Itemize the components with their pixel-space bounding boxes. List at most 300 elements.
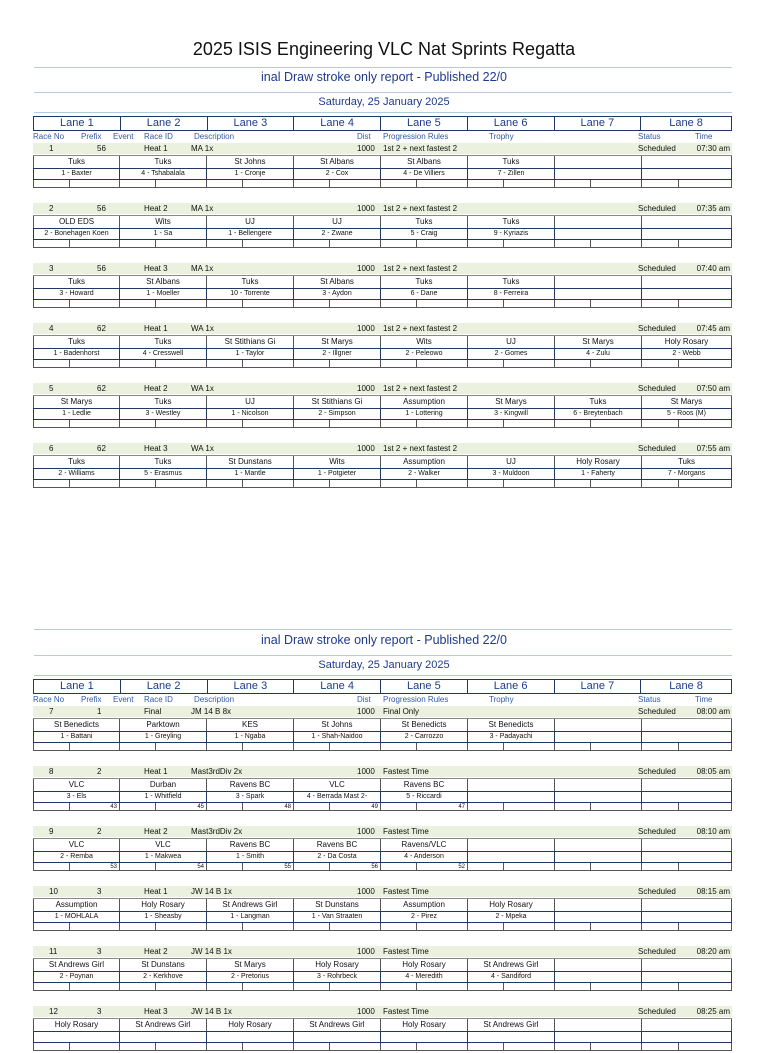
extra-cell	[468, 240, 555, 248]
club-cell: Wits	[294, 456, 381, 468]
club-cell: Tuks	[468, 276, 555, 288]
extra-cell	[555, 923, 642, 931]
club-cell	[555, 1019, 642, 1031]
athlete-cell: 4 - Anderson	[381, 851, 468, 863]
athlete-cell: 9 - Kyriazis	[468, 228, 555, 240]
club-row	[33, 898, 732, 911]
club-cell: St Andrews Girl	[33, 959, 120, 971]
athlete-row	[33, 731, 732, 743]
athlete-cell	[468, 1031, 555, 1043]
lane-header: Lane 5	[381, 680, 468, 693]
progression-rule: 1st 2 + next fastest 2	[383, 384, 458, 393]
athlete-row	[33, 168, 732, 180]
club-cell: Holy Rosary	[33, 1019, 120, 1031]
race-time: 07:55 am	[696, 444, 730, 453]
extra-cell	[294, 480, 381, 488]
extra-cell	[468, 983, 555, 991]
extra-subcell	[503, 1043, 504, 1051]
race-block	[33, 383, 732, 430]
athlete-cell: 6 - Dane	[381, 288, 468, 300]
race-number: 1	[49, 144, 54, 153]
extra-cell	[381, 300, 468, 308]
club-cell	[468, 839, 555, 851]
extra-cell	[33, 300, 120, 308]
col-head-description: Description	[194, 132, 235, 141]
progression-rule: Fastest Time	[383, 887, 429, 896]
extra-subcell	[69, 1043, 70, 1051]
col-head-prefix: Prefix	[81, 695, 102, 704]
club-cell: Holy Rosary	[468, 899, 555, 911]
extra-cell	[468, 743, 555, 751]
extra-subcell	[678, 983, 679, 991]
athlete-cell: 7 - Morgans	[642, 468, 732, 480]
extra-subcell	[329, 803, 330, 811]
progression-rule: Fastest Time	[383, 767, 429, 776]
athlete-cell: 2 - Zwane	[294, 228, 381, 240]
athlete-row	[33, 971, 732, 983]
club-cell	[642, 1019, 732, 1031]
club-cell: St Marys	[207, 959, 294, 971]
club-cell: Holy Rosary	[207, 1019, 294, 1031]
race-block	[33, 203, 732, 250]
club-cell	[642, 899, 732, 911]
extra-cell	[120, 803, 207, 811]
club-cell: Tuks	[33, 336, 120, 348]
lane-number: 53	[110, 864, 117, 870]
lane-header: Lane 6	[468, 680, 555, 693]
athlete-row	[33, 468, 732, 480]
club-cell	[642, 156, 732, 168]
athlete-cell: 10 - Torrente	[207, 288, 294, 300]
extra-cell	[555, 480, 642, 488]
extra-cell	[294, 1043, 381, 1051]
extra-row	[33, 360, 732, 368]
extra-cell	[207, 360, 294, 368]
extra-subcell	[503, 480, 504, 488]
race-description: WA 1x	[191, 444, 214, 453]
race-number: 6	[49, 444, 54, 453]
lane-header: Lane 7	[555, 117, 642, 130]
athlete-cell	[555, 288, 642, 300]
extra-cell	[555, 300, 642, 308]
extra-cell	[381, 923, 468, 931]
divider	[34, 67, 732, 68]
col-head-race-id: Race ID	[144, 132, 173, 141]
race-number: 3	[49, 264, 54, 273]
race-status: Scheduled	[638, 887, 676, 896]
col-head-event: Event	[113, 695, 134, 704]
race-distance: 1000	[357, 444, 375, 453]
athlete-cell: 1 - Bellengere	[207, 228, 294, 240]
race-description: MA 1x	[191, 204, 214, 213]
extra-cell	[381, 983, 468, 991]
extra-cell	[468, 803, 555, 811]
extra-cell	[120, 300, 207, 308]
athlete-cell: 4 - De Villiers	[381, 168, 468, 180]
club-cell: Holy Rosary	[294, 959, 381, 971]
club-cell	[555, 899, 642, 911]
race-event: 3	[97, 887, 102, 896]
athlete-cell: 2 - Illgner	[294, 348, 381, 360]
extra-cell	[294, 360, 381, 368]
extra-cell	[294, 420, 381, 428]
race-distance: 1000	[357, 204, 375, 213]
col-head-description: Description	[194, 695, 235, 704]
extra-cell	[555, 863, 642, 871]
extra-cell	[381, 803, 468, 811]
lane-number: 52	[458, 864, 465, 870]
extra-subcell	[329, 360, 330, 368]
extra-subcell	[155, 240, 156, 248]
extra-subcell	[503, 863, 504, 871]
club-cell: Tuks	[120, 396, 207, 408]
athlete-row	[33, 348, 732, 360]
extra-subcell	[242, 240, 243, 248]
extra-subcell	[503, 803, 504, 811]
club-cell	[642, 779, 732, 791]
athlete-cell	[555, 911, 642, 923]
race-description: JW 14 B 1x	[191, 887, 232, 896]
athlete-cell: 1 - Lottering	[381, 408, 468, 420]
race-block	[33, 946, 732, 993]
race-event: 1	[97, 707, 102, 716]
club-cell: Tuks	[120, 456, 207, 468]
race-event: 2	[97, 827, 102, 836]
extra-subcell	[678, 803, 679, 811]
extra-subcell	[416, 923, 417, 931]
athlete-row	[33, 911, 732, 923]
athlete-cell: 2 - Pretorius	[207, 971, 294, 983]
club-cell: Holy Rosary	[381, 1019, 468, 1031]
extra-cell	[468, 360, 555, 368]
club-cell: Ravens/VLC	[381, 839, 468, 851]
col-head-dist: Dist	[357, 695, 371, 704]
extra-cell	[33, 743, 120, 751]
extra-cell	[642, 360, 732, 368]
lane-header: Lane 5	[381, 117, 468, 130]
extra-subcell	[155, 923, 156, 931]
athlete-cell: 4 - Tshabalala	[120, 168, 207, 180]
report-date: Saturday, 25 January 2025	[318, 96, 450, 108]
extra-subcell	[69, 360, 70, 368]
athlete-cell: 1 - Sa	[120, 228, 207, 240]
divider	[34, 629, 732, 630]
extra-cell	[207, 240, 294, 248]
athlete-cell: 1 - Van Straaten	[294, 911, 381, 923]
extra-subcell	[416, 300, 417, 308]
race-description: WA 1x	[191, 324, 214, 333]
club-cell: Assumption	[381, 396, 468, 408]
lane-header: Lane 3	[208, 680, 295, 693]
club-cell: St Benedicts	[33, 719, 120, 731]
extra-cell	[33, 180, 120, 188]
club-row	[33, 718, 732, 731]
column-headers	[33, 131, 732, 142]
race-time: 08:15 am	[696, 887, 730, 896]
race-id: Heat 2	[144, 827, 168, 836]
athlete-cell: 3 - Muldoon	[468, 468, 555, 480]
club-cell: Tuks	[120, 156, 207, 168]
athlete-cell: 1 - Langman	[207, 911, 294, 923]
race-block	[33, 143, 732, 190]
club-row	[33, 958, 732, 971]
athlete-cell	[555, 971, 642, 983]
athlete-cell: 2 - Williams	[33, 468, 120, 480]
athlete-cell: 1 - MOHLALA	[33, 911, 120, 923]
club-cell: St Andrews Girl	[468, 959, 555, 971]
extra-subcell	[590, 863, 591, 871]
club-cell: Holy Rosary	[381, 959, 468, 971]
athlete-cell: 3 - Padayachi	[468, 731, 555, 743]
progression-rule: 1st 2 + next fastest 2	[383, 324, 458, 333]
extra-subcell	[678, 300, 679, 308]
athlete-cell	[555, 1031, 642, 1043]
race-status: Scheduled	[638, 827, 676, 836]
club-cell: VLC	[33, 839, 120, 851]
race-time: 07:30 am	[696, 144, 730, 153]
club-cell: UJ	[294, 216, 381, 228]
extra-cell	[120, 743, 207, 751]
extra-row	[33, 743, 732, 751]
race-time: 08:00 am	[696, 707, 730, 716]
club-cell: Assumption	[381, 899, 468, 911]
extra-subcell	[242, 803, 243, 811]
extra-subcell	[155, 803, 156, 811]
extra-subcell	[329, 180, 330, 188]
club-cell: Tuks	[642, 456, 732, 468]
club-cell: Tuks	[381, 276, 468, 288]
race-block	[33, 1006, 732, 1053]
club-cell: St Stithians Gi	[294, 396, 381, 408]
athlete-cell: 1 - Makwea	[120, 851, 207, 863]
club-cell: St Albans	[120, 276, 207, 288]
athlete-cell	[555, 791, 642, 803]
race-distance: 1000	[357, 767, 375, 776]
club-cell: St Dunstans	[120, 959, 207, 971]
extra-subcell	[416, 240, 417, 248]
race-distance: 1000	[357, 324, 375, 333]
club-cell: Ravens BC	[207, 839, 294, 851]
race-event: 62	[97, 324, 106, 333]
col-head-trophy: Trophy	[489, 132, 514, 141]
extra-subcell	[590, 300, 591, 308]
club-cell: St Andrews Girl	[294, 1019, 381, 1031]
club-cell: Tuks	[468, 216, 555, 228]
extra-subcell	[69, 923, 70, 931]
club-cell: Ravens BC	[207, 779, 294, 791]
race-status: Scheduled	[638, 144, 676, 153]
extra-subcell	[416, 480, 417, 488]
race-description: WA 1x	[191, 384, 214, 393]
extra-cell	[642, 863, 732, 871]
athlete-cell	[555, 731, 642, 743]
extra-cell	[294, 300, 381, 308]
extra-cell	[33, 420, 120, 428]
extra-cell	[207, 1043, 294, 1051]
lane-header-row	[33, 116, 732, 131]
lane-header: Lane 8	[669, 680, 703, 692]
extra-subcell	[69, 803, 70, 811]
athlete-cell: 3 - Kingwill	[468, 408, 555, 420]
extra-subcell	[155, 360, 156, 368]
race-number: 9	[49, 827, 54, 836]
race-status: Scheduled	[638, 264, 676, 273]
extra-cell	[555, 983, 642, 991]
race-description: MA 1x	[191, 264, 214, 273]
club-cell	[642, 719, 732, 731]
extra-subcell	[503, 923, 504, 931]
athlete-cell: 1 - Ledlie	[33, 408, 120, 420]
extra-subcell	[590, 1043, 591, 1051]
extra-cell	[555, 420, 642, 428]
extra-cell	[294, 923, 381, 931]
extra-cell	[381, 1043, 468, 1051]
club-cell: St Marys	[555, 336, 642, 348]
extra-subcell	[329, 983, 330, 991]
race-info-row	[33, 886, 732, 897]
race-block	[33, 886, 732, 933]
lane-header: Lane 1	[34, 680, 121, 693]
athlete-cell	[555, 168, 642, 180]
athlete-cell: 3 - Spark	[207, 791, 294, 803]
extra-subcell	[242, 923, 243, 931]
race-description: JM 14 B 8x	[191, 707, 232, 716]
athlete-row	[33, 851, 732, 863]
athlete-cell: 1 - Taylor	[207, 348, 294, 360]
extra-subcell	[155, 743, 156, 751]
race-status: Scheduled	[638, 707, 676, 716]
extra-cell	[207, 300, 294, 308]
extra-subcell	[503, 743, 504, 751]
race-description: MA 1x	[191, 144, 214, 153]
extra-subcell	[590, 983, 591, 991]
race-distance: 1000	[357, 264, 375, 273]
club-cell: St Andrews Girl	[120, 1019, 207, 1031]
athlete-cell: 2 - Bonehagen Koen	[33, 228, 120, 240]
race-time: 08:10 am	[696, 827, 730, 836]
lane-header-row	[33, 679, 732, 694]
extra-cell	[642, 803, 732, 811]
athlete-cell	[642, 168, 732, 180]
athlete-row	[33, 288, 732, 300]
race-status: Scheduled	[638, 444, 676, 453]
race-distance: 1000	[357, 887, 375, 896]
extra-cell	[207, 983, 294, 991]
extra-subcell	[678, 863, 679, 871]
race-block	[33, 826, 732, 873]
lane-header: Lane 8	[669, 117, 703, 129]
club-row	[33, 275, 732, 288]
extra-subcell	[678, 743, 679, 751]
extra-cell	[381, 420, 468, 428]
extra-cell	[207, 480, 294, 488]
race-status: Scheduled	[638, 767, 676, 776]
club-cell: St Stithians Gi	[207, 336, 294, 348]
extra-cell	[468, 180, 555, 188]
extra-subcell	[590, 180, 591, 188]
progression-rule: Fastest Time	[383, 827, 429, 836]
progression-rule: 1st 2 + next fastest 2	[383, 444, 458, 453]
col-head-status: Status	[638, 695, 661, 704]
extra-subcell	[503, 983, 504, 991]
athlete-cell	[207, 1031, 294, 1043]
race-id: Heat 2	[144, 384, 168, 393]
race-info-row	[33, 1006, 732, 1017]
report-title: inal Draw stroke only report - Published 22/0	[261, 633, 507, 647]
race-info-row	[33, 946, 732, 957]
club-cell: St Albans	[294, 156, 381, 168]
lane-number: 54	[197, 864, 204, 870]
race-time: 07:40 am	[696, 264, 730, 273]
club-cell: Ravens BC	[294, 839, 381, 851]
col-head-progression: Progression Rules	[383, 132, 449, 141]
extra-subcell	[416, 983, 417, 991]
extra-subcell	[416, 420, 417, 428]
extra-cell	[120, 360, 207, 368]
athlete-cell: 5 - Riccardi	[381, 791, 468, 803]
extra-subcell	[416, 743, 417, 751]
club-cell: Holy Rosary	[642, 336, 732, 348]
club-cell: Tuks	[120, 336, 207, 348]
extra-cell	[294, 863, 381, 871]
race-time: 07:50 am	[696, 384, 730, 393]
extra-cell	[207, 420, 294, 428]
extra-row	[33, 803, 732, 811]
athlete-cell	[642, 791, 732, 803]
athlete-cell: 1 - Potgieter	[294, 468, 381, 480]
race-number: 8	[49, 767, 54, 776]
club-cell: Ravens BC	[381, 779, 468, 791]
extra-subcell	[329, 420, 330, 428]
athlete-cell	[555, 228, 642, 240]
extra-row	[33, 300, 732, 308]
extra-subcell	[242, 180, 243, 188]
extra-subcell	[503, 360, 504, 368]
extra-subcell	[678, 180, 679, 188]
extra-subcell	[678, 923, 679, 931]
athlete-cell: 1 - Mantle	[207, 468, 294, 480]
athlete-cell	[468, 851, 555, 863]
athlete-cell	[33, 1031, 120, 1043]
extra-cell	[120, 863, 207, 871]
extra-cell	[33, 923, 120, 931]
lane-number: 56	[371, 864, 378, 870]
progression-rule: Fastest Time	[383, 947, 429, 956]
club-cell: St Andrews Girl	[468, 1019, 555, 1031]
athlete-cell: 2 - Gomes	[468, 348, 555, 360]
extra-cell	[33, 360, 120, 368]
extra-subcell	[329, 863, 330, 871]
athlete-cell: 1 - Shah-Naidoo	[294, 731, 381, 743]
extra-subcell	[242, 420, 243, 428]
club-cell: St Johns	[207, 156, 294, 168]
race-id: Heat 1	[144, 887, 168, 896]
extra-subcell	[69, 240, 70, 248]
athlete-cell: 2 - Remba	[33, 851, 120, 863]
club-cell: UJ	[468, 336, 555, 348]
lane-header: Lane 2	[121, 680, 208, 693]
extra-subcell	[678, 480, 679, 488]
club-cell	[642, 216, 732, 228]
club-cell: Assumption	[33, 899, 120, 911]
extra-cell	[207, 743, 294, 751]
divider	[34, 655, 732, 656]
club-row	[33, 395, 732, 408]
club-cell: UJ	[468, 456, 555, 468]
race-event: 3	[97, 1007, 102, 1016]
athlete-cell: 3 - Westley	[120, 408, 207, 420]
race-time: 07:45 am	[696, 324, 730, 333]
